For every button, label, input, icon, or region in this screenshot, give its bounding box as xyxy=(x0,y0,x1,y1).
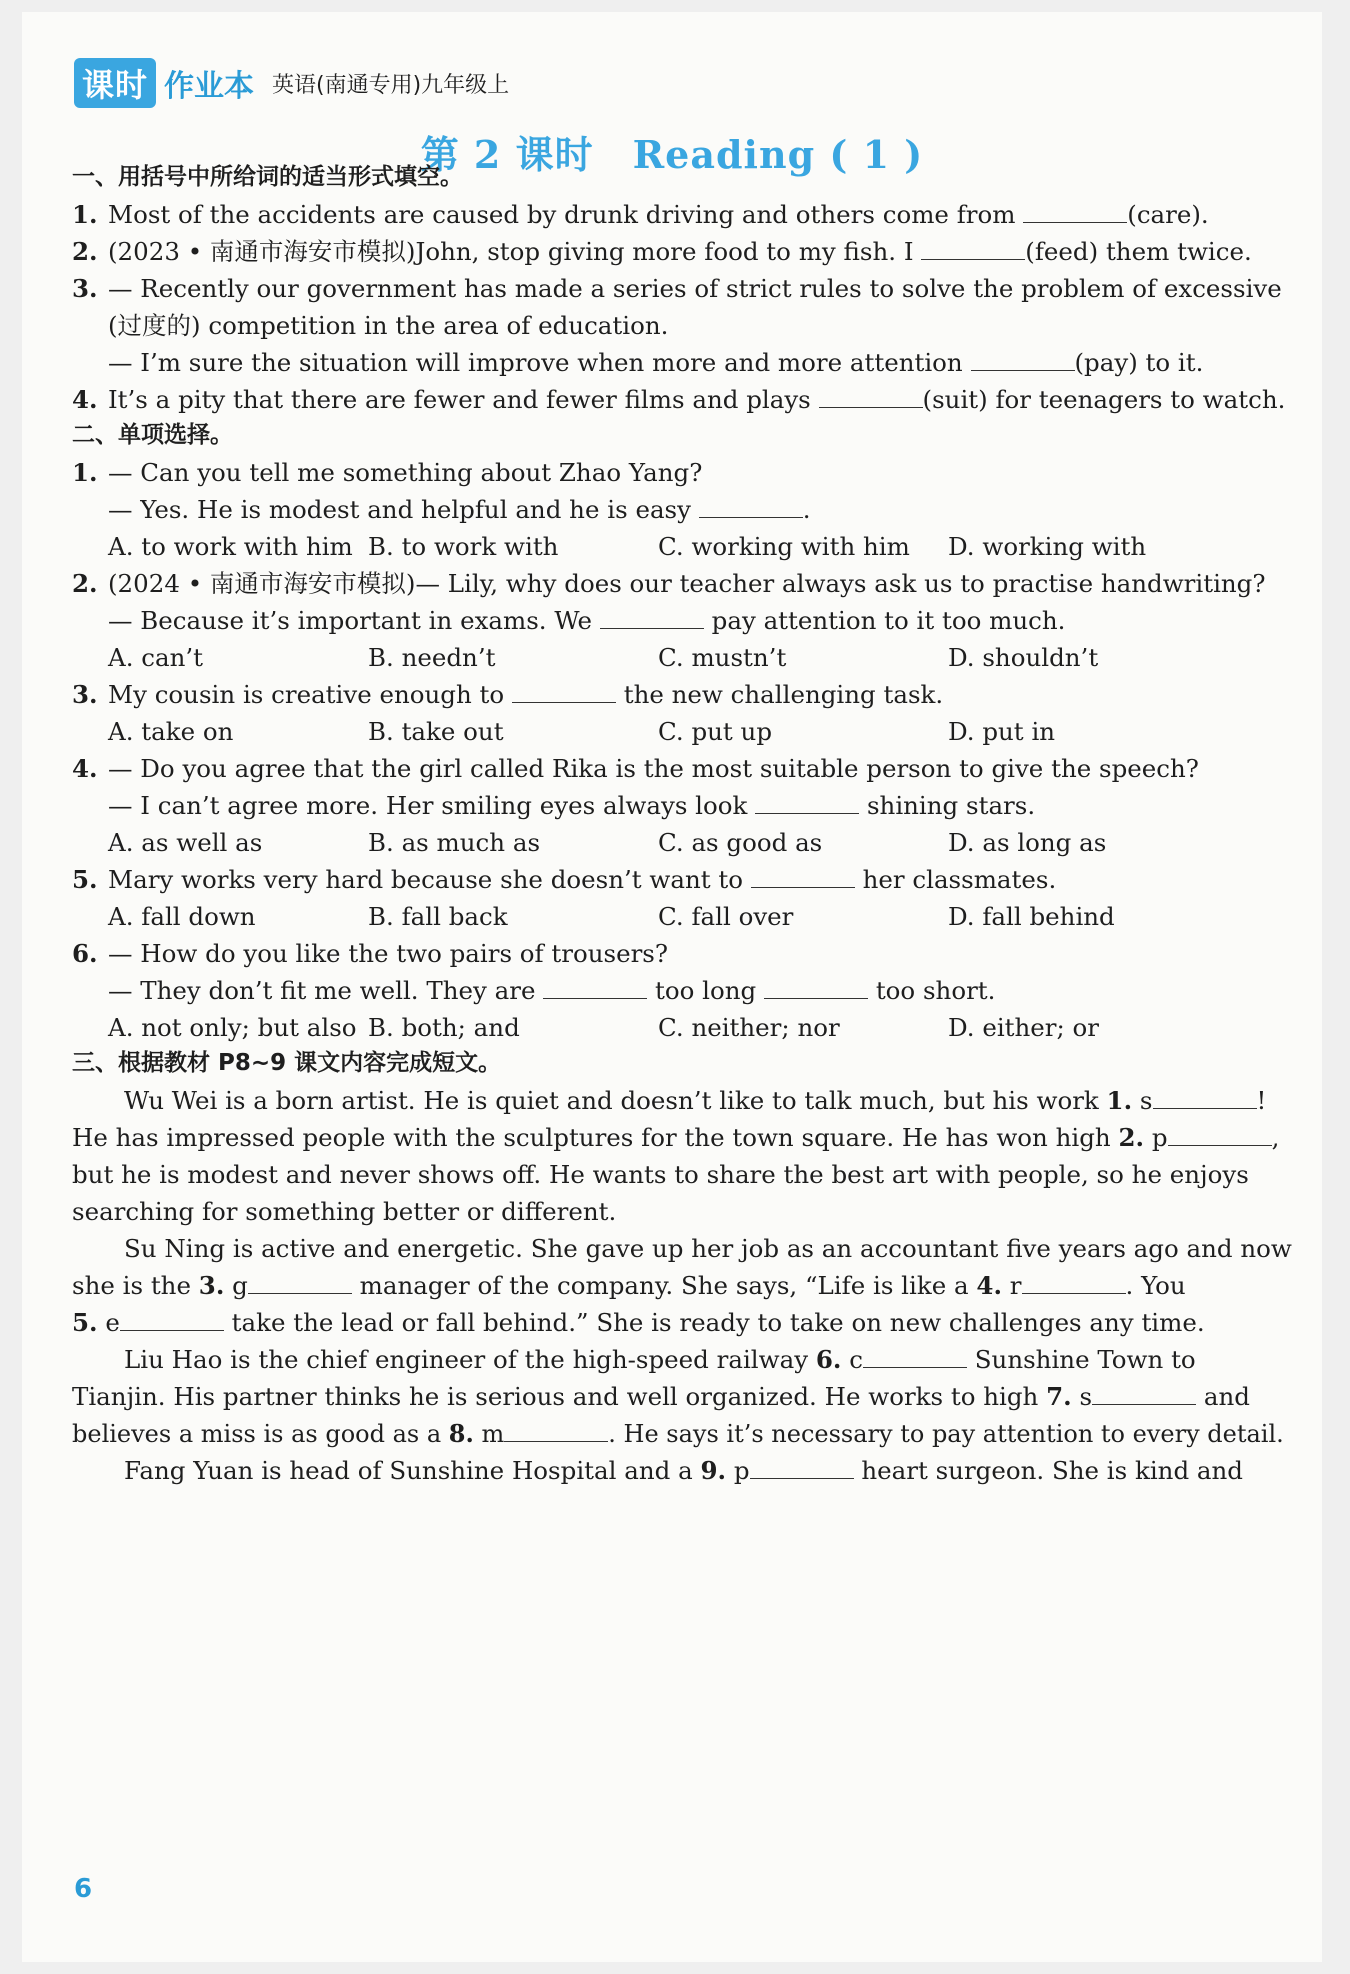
question-end: her classmates. xyxy=(862,865,1057,894)
passage-line-11 xyxy=(72,1456,1243,1486)
first-letter: p xyxy=(1151,1123,1168,1152)
passage-line-2 xyxy=(72,1123,1279,1153)
passage-text: heart surgeon. She is kind and xyxy=(861,1456,1243,1485)
question-text: — They don’t fit me well. They are xyxy=(108,976,536,1005)
answer-blank[interactable] xyxy=(764,976,868,999)
first-letter: c xyxy=(849,1345,863,1374)
blank-number: 1. xyxy=(1106,1086,1133,1115)
answer-blank[interactable] xyxy=(971,348,1075,371)
option-c[interactable]: C. as good as xyxy=(658,828,823,857)
item-number: 6. xyxy=(72,939,98,968)
blank-number: 5. xyxy=(72,1308,98,1337)
option-d[interactable]: D. either; or xyxy=(948,1013,1100,1042)
option-a[interactable]: A. to work with him xyxy=(108,532,353,561)
answer-blank[interactable] xyxy=(921,237,1025,260)
blank-number: 3. xyxy=(198,1271,225,1300)
passage-text: Sunshine Town to xyxy=(974,1345,1196,1374)
first-letter: s xyxy=(1079,1382,1093,1411)
passage-line-6 xyxy=(72,1271,1186,1301)
answer-blank[interactable] xyxy=(1168,1123,1272,1146)
first-letter: e xyxy=(105,1308,120,1337)
passage-text: He has impressed people with the sculptures for the town square. He has won high xyxy=(72,1123,1111,1152)
option-b[interactable]: B. needn’t xyxy=(368,643,496,672)
option-c[interactable]: C. put up xyxy=(658,717,773,746)
item-text: — I’m sure the situation will improve when more and more attention xyxy=(108,348,963,377)
option-c[interactable]: C. mustn’t xyxy=(658,643,787,672)
option-c[interactable]: C. working with him xyxy=(658,532,910,561)
book-header xyxy=(74,58,509,108)
item-hint: (pay) to it. xyxy=(1074,348,1204,377)
option-c[interactable]: C. fall over xyxy=(658,902,794,931)
item-hint: (suit) for teenagers to watch. xyxy=(922,385,1286,414)
option-a[interactable]: A. not only; but also xyxy=(108,1013,357,1042)
question-text: — Yes. He is modest and helpful and he is easy xyxy=(108,495,691,524)
option-b[interactable]: B. to work with xyxy=(368,532,559,561)
s1-item-1 xyxy=(72,200,1209,230)
s1-item-4 xyxy=(72,385,1285,415)
option-a[interactable]: A. can’t xyxy=(108,643,204,672)
passage-line-3: but he is modest and never shows off. He wants to share the best art with people, so he enjoys xyxy=(72,1160,1249,1189)
passage-text: Liu Hao is the chief engineer of the high-speed railway xyxy=(124,1345,809,1374)
item-number: 2. xyxy=(72,569,98,598)
s1-item-2 xyxy=(72,237,1252,267)
blank-number: 9. xyxy=(700,1456,727,1485)
section-2-title: 二、单项选择。 xyxy=(72,422,233,448)
s2-q1 xyxy=(72,458,702,488)
first-letter: m xyxy=(481,1420,505,1448)
s2-q2-reply xyxy=(72,606,1065,636)
answer-blank[interactable] xyxy=(751,865,855,888)
item-number: 4. xyxy=(72,385,98,414)
answer-blank[interactable] xyxy=(1092,1382,1196,1405)
passage-line-9 xyxy=(72,1382,1250,1412)
option-d[interactable]: D. put in xyxy=(948,717,1056,746)
lesson-title: 第 2 课时 Reading ( 1 ) xyxy=(420,132,924,177)
passage-text: take the lead or fall behind.” She is ready to take on new challenges any time. xyxy=(231,1308,1205,1337)
answer-blank[interactable] xyxy=(1023,200,1127,223)
question-text: Mary works very hard because she doesn’t want to xyxy=(108,865,744,894)
question-text: — Because it’s important in exams. We xyxy=(108,606,593,635)
blank-number: 4. xyxy=(976,1271,1002,1300)
question-text: — Can you tell me something about Zhao Yang? xyxy=(108,458,703,487)
section-3-title: 三、根据教材 P8~9 课文内容完成短文。 xyxy=(72,1050,502,1076)
s2-q3 xyxy=(72,680,943,710)
item-text: It’s a pity that there are fewer and fewer films and plays xyxy=(108,385,811,414)
passage-text: she is the xyxy=(72,1271,191,1300)
option-a[interactable]: A. as well as xyxy=(108,828,263,857)
item-number: 2. xyxy=(72,237,98,266)
item-hint: (care). xyxy=(1127,200,1209,229)
passage-text: Wu Wei is a born artist. He is quiet and doesn’t like to talk much, but his work xyxy=(124,1086,1099,1115)
s2-q6-reply xyxy=(72,976,995,1006)
first-letter: r xyxy=(1009,1271,1022,1300)
section-1-title: 一、用括号中所给词的适当形式填空。 xyxy=(72,164,463,190)
question-text: — How do you like the two pairs of trousers? xyxy=(108,939,668,968)
passage-text: believes a miss is as good as a xyxy=(72,1420,442,1448)
passage-text: manager of the company. She says, “Life is like a xyxy=(359,1271,969,1300)
answer-blank[interactable] xyxy=(1153,1086,1257,1109)
logo: 课时 xyxy=(74,58,156,108)
answer-blank[interactable] xyxy=(512,680,616,703)
passage-text: and xyxy=(1203,1382,1250,1411)
passage-line-8 xyxy=(72,1345,1196,1375)
passage-text: ! xyxy=(1256,1086,1267,1115)
item-number: 3. xyxy=(72,274,98,303)
question-text: — I can’t agree more. Her smiling eyes always look xyxy=(108,791,748,820)
s1-item-3 xyxy=(72,274,1282,304)
question-end: shining stars. xyxy=(866,791,1036,820)
answer-blank[interactable] xyxy=(863,1345,967,1368)
blank-number: 8. xyxy=(448,1419,474,1448)
item-number: 1. xyxy=(72,200,98,229)
s2-q5 xyxy=(72,865,1056,895)
brand-name: 作业本 xyxy=(164,69,255,104)
question-text: — Do you agree that the girl called Rika is the most suitable person to give the speech? xyxy=(108,754,1199,783)
option-d[interactable]: D. shouldn’t xyxy=(948,643,1099,672)
question-mid: too long xyxy=(655,976,757,1005)
item-text: — Recently our government has made a series of strict rules to solve the problem of excessive xyxy=(108,274,1282,303)
option-b[interactable]: B. fall back xyxy=(368,902,508,931)
item-number: 1. xyxy=(72,458,98,487)
option-a[interactable]: A. take on xyxy=(108,717,234,746)
item-text: Most of the accidents are caused by drunk driving and others come from xyxy=(108,200,1016,229)
option-d[interactable]: D. as long as xyxy=(948,828,1107,857)
question-end: the new challenging task. xyxy=(623,680,944,709)
answer-blank[interactable] xyxy=(750,1456,854,1479)
s2-q1-reply xyxy=(72,495,811,525)
s2-q4 xyxy=(72,754,1199,784)
first-letter: g xyxy=(232,1271,248,1300)
answer-blank[interactable] xyxy=(248,1271,352,1294)
blank-number: 7. xyxy=(1046,1382,1072,1411)
passage-line-5: Su Ning is active and energetic. She gave up her job as an accountant five years ago and now xyxy=(124,1234,1292,1263)
passage-text: Fang Yuan is head of Sunshine Hospital and a xyxy=(124,1456,693,1485)
passage-line-10 xyxy=(72,1419,1284,1449)
s2-q2 xyxy=(72,569,1266,599)
question-end: . xyxy=(802,495,811,524)
s1-item-3-cont: (过度的) competition in the area of education. xyxy=(108,311,669,340)
passage-text: . He says it’s necessary to pay attention to every detail. xyxy=(608,1420,1284,1448)
passage-text: , xyxy=(1271,1123,1280,1152)
question-text: My cousin is creative enough to xyxy=(108,680,505,709)
blank-number: 6. xyxy=(815,1345,842,1374)
s1-item-3-reply xyxy=(72,348,1203,378)
option-b[interactable]: B. both; and xyxy=(368,1013,520,1042)
option-b[interactable]: B. as much as xyxy=(368,828,541,857)
answer-blank[interactable] xyxy=(543,976,647,999)
book-title: 英语(南通专用)九年级上 xyxy=(272,72,510,98)
s2-q4-reply xyxy=(72,791,1035,821)
question-end: too short. xyxy=(875,976,996,1005)
answer-blank[interactable] xyxy=(120,1308,224,1331)
item-number: 3. xyxy=(72,680,98,709)
item-number: 4. xyxy=(72,754,98,783)
option-d[interactable]: D. fall behind xyxy=(948,902,1115,931)
item-number: 5. xyxy=(72,865,98,894)
first-letter: s xyxy=(1139,1086,1153,1115)
option-a[interactable]: A. fall down xyxy=(108,902,256,931)
first-letter: p xyxy=(733,1456,750,1485)
answer-blank[interactable] xyxy=(504,1419,608,1442)
passage-line-1 xyxy=(72,1086,1266,1116)
answer-blank[interactable] xyxy=(755,791,859,814)
passage-line-7 xyxy=(72,1308,1205,1338)
item-text: (2023 • 南通市海安市模拟)John, stop giving more food to my fish. I xyxy=(108,237,914,266)
question-text: (2024 • 南通市海安市模拟)— Lily, why does our teacher always ask us to practise handwriting? xyxy=(108,569,1266,598)
answer-blank[interactable] xyxy=(1022,1271,1126,1294)
option-d[interactable]: D. working with xyxy=(948,532,1147,561)
option-c[interactable]: C. neither; nor xyxy=(658,1013,840,1042)
answer-blank[interactable] xyxy=(600,606,704,629)
answer-blank[interactable] xyxy=(699,495,803,518)
passage-line-4: searching for something better or different. xyxy=(72,1197,617,1226)
passage-text: Tianjin. His partner thinks he is serious and well organized. He works to high xyxy=(72,1382,1039,1411)
passage-text: . You xyxy=(1125,1271,1186,1300)
item-hint: (feed) them twice. xyxy=(1025,237,1252,266)
answer-blank[interactable] xyxy=(819,385,923,408)
option-b[interactable]: B. take out xyxy=(368,717,504,746)
worksheet-page xyxy=(22,12,1322,1962)
s2-q6 xyxy=(72,939,668,969)
question-end: pay attention to it too much. xyxy=(711,606,1066,635)
blank-number: 2. xyxy=(1118,1123,1145,1152)
page-number: 6 xyxy=(74,1874,93,1904)
